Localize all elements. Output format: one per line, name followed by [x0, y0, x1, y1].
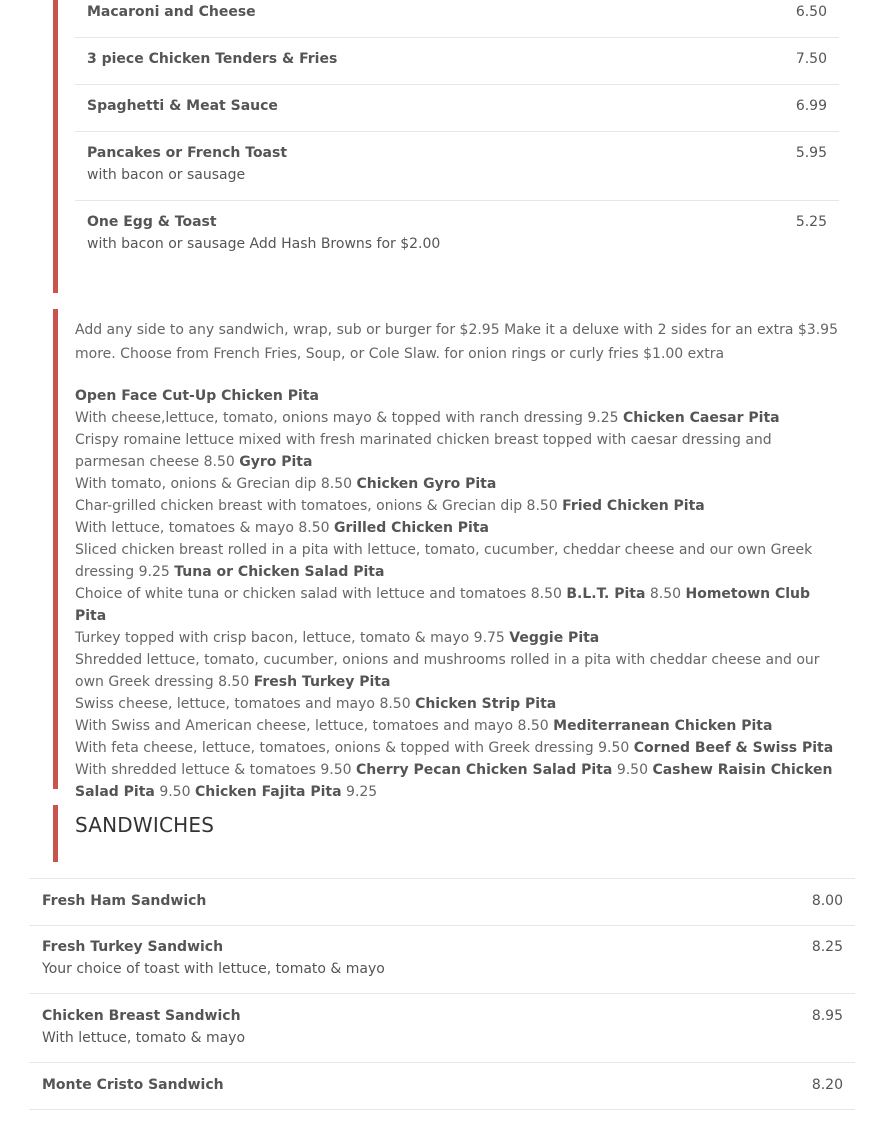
menu-item-price: 7.50	[795, 51, 827, 67]
menu-item-description: Your choice of toast with lettuce, tomato & mayo	[42, 961, 385, 977]
pita-price: 9.50	[598, 740, 630, 756]
pita-description: With feta cheese, lettuce, tomatoes, onions & topped with Greek dressing	[75, 740, 594, 756]
pita-price: 8.50	[203, 454, 235, 470]
menu-item	[75, 0, 839, 38]
menu-item	[29, 1063, 855, 1110]
menu-item	[29, 925, 855, 994]
pita-description: Shredded lettuce, tomato, cucumber, onions and mushrooms rolled in a pita with cheddar cheese and our own Greek dressing	[75, 652, 820, 690]
menu-item-price: 6.99	[795, 98, 827, 114]
pita-price: 8.50	[298, 520, 330, 536]
menu-item-price: 8.95	[811, 1008, 843, 1024]
pita-description: Swiss cheese, lettuce, tomatoes and mayo	[75, 696, 375, 712]
menu-item-price: 8.00	[811, 893, 843, 909]
pita-name: Chicken Gyro Pita	[356, 476, 497, 492]
menu-item-name: Chicken Breast Sandwich	[42, 1008, 241, 1024]
menu-item-description: with bacon or sausage	[87, 167, 246, 183]
menu-item	[75, 200, 839, 269]
menu-item	[75, 37, 839, 85]
pita-description: With shredded lettuce & tomatoes	[75, 762, 316, 778]
pita-price: 8.50	[530, 586, 562, 602]
menu-item-description: with bacon or sausage Add Hash Browns for $2.00	[87, 236, 441, 252]
pita-description: With tomato, onions & Grecian dip	[75, 476, 317, 492]
pita-price: 9.50	[616, 762, 648, 778]
pita-description: Crispy romaine lettuce mixed with fresh marinated chicken breast topped with caesar dressing and parmesan cheese	[75, 432, 772, 470]
pita-name: Hometown Club Pita	[75, 586, 811, 624]
menu-item-name: One Egg & Toast	[87, 214, 217, 230]
pita-description: Choice of white tuna or chicken salad with lettuce and tomatoes	[75, 586, 527, 602]
section-title-sandwiches: SANDWICHES	[75, 813, 215, 837]
pita-name: Open Face Cut-Up Chicken Pita	[75, 388, 319, 404]
pita-description: With Swiss and American cheese, lettuce, tomatoes and mayo	[75, 718, 514, 734]
menu-item	[29, 878, 855, 926]
pita-name: Chicken Strip Pita	[415, 696, 557, 712]
pita-description: Sliced chicken breast rolled in a pita with lettuce, tomato, cucumber, cheddar cheese and our own Greek dressing	[75, 542, 813, 580]
menu-item-price: 5.25	[795, 214, 827, 230]
menu-item	[29, 994, 855, 1063]
pita-name: Veggie Pita	[509, 630, 600, 646]
pita-price: 8.50	[649, 586, 682, 602]
pita-price: 8.50	[526, 498, 558, 514]
menu-item-price: 8.25	[811, 939, 843, 955]
pita-name: Gyro Pita	[239, 454, 313, 470]
pita-description: Turkey topped with crisp bacon, lettuce, tomato & mayo	[75, 630, 470, 646]
menu-item-name: Fresh Ham Sandwich	[42, 893, 207, 909]
pita-price: 9.50	[159, 784, 191, 800]
menu-item-name: Spaghetti & Meat Sauce	[87, 98, 278, 114]
menu-item-name: Macaroni and Cheese	[87, 4, 256, 20]
pitas-intro: Add any side to any sandwich, wrap, sub or burger for $2.95 Make it a deluxe with 2 sides for an extra $3.95 more. Choose from French Fries, Soup, or Cole Slaw. for onion rings or curly fries $1.00 extra	[75, 322, 838, 362]
pita-name: Chicken Caesar Pita	[623, 410, 780, 426]
pita-price: 9.50	[320, 762, 352, 778]
pita-price: 9.25	[587, 410, 619, 426]
pita-name: Cherry Pecan Chicken Salad Pita	[355, 762, 613, 778]
pita-price: 8.50	[218, 674, 250, 690]
menu-item	[75, 84, 839, 132]
menu-item-name: 3 piece Chicken Tenders & Fries	[87, 51, 338, 67]
pita-name: Grilled Chicken Pita	[334, 520, 489, 536]
pita-name: Cashew Raisin Chicken Salad Pita	[75, 762, 833, 800]
pita-description: Char-grilled chicken breast with tomatoes, onions & Grecian dip	[75, 498, 523, 514]
pita-name: Corned Beef & Swiss Pita	[633, 740, 834, 756]
pitas-menu-text	[75, 318, 845, 803]
menu-item-name: Monte Cristo Sandwich	[42, 1077, 224, 1093]
pita-description: With cheese,lettuce, tomato, onions mayo & topped with ranch dressing	[75, 410, 583, 426]
pita-price: 8.50	[379, 696, 411, 712]
pitas-entries	[75, 385, 845, 803]
pita-name: Chicken Fajita Pita	[194, 784, 342, 800]
menu-item-price: 5.95	[795, 145, 827, 161]
menu-item-name: Fresh Turkey Sandwich	[42, 939, 224, 955]
pita-price: 9.25	[346, 784, 378, 800]
pita-description: With lettuce, tomatoes & mayo	[75, 520, 294, 536]
pita-name: Tuna or Chicken Salad Pita	[174, 564, 385, 580]
menu-item	[75, 131, 839, 201]
menu-item-price: 6.50	[795, 4, 827, 20]
menu-item-name: Pancakes or French Toast	[87, 145, 288, 161]
pita-name: Fresh Turkey Pita	[253, 674, 391, 690]
pita-price: 9.25	[138, 564, 170, 580]
pita-name: Mediterranean Chicken Pita	[553, 718, 773, 734]
pita-price: 8.50	[320, 476, 353, 492]
pita-name: Fried Chicken Pita	[562, 498, 705, 514]
menu-item-description: With lettuce, tomato & mayo	[42, 1030, 246, 1046]
pita-price: 9.75	[473, 630, 505, 646]
menu-item-price: 8.20	[811, 1077, 843, 1093]
pita-price: 8.50	[517, 718, 549, 734]
pita-name: B.L.T. Pita	[566, 586, 646, 602]
